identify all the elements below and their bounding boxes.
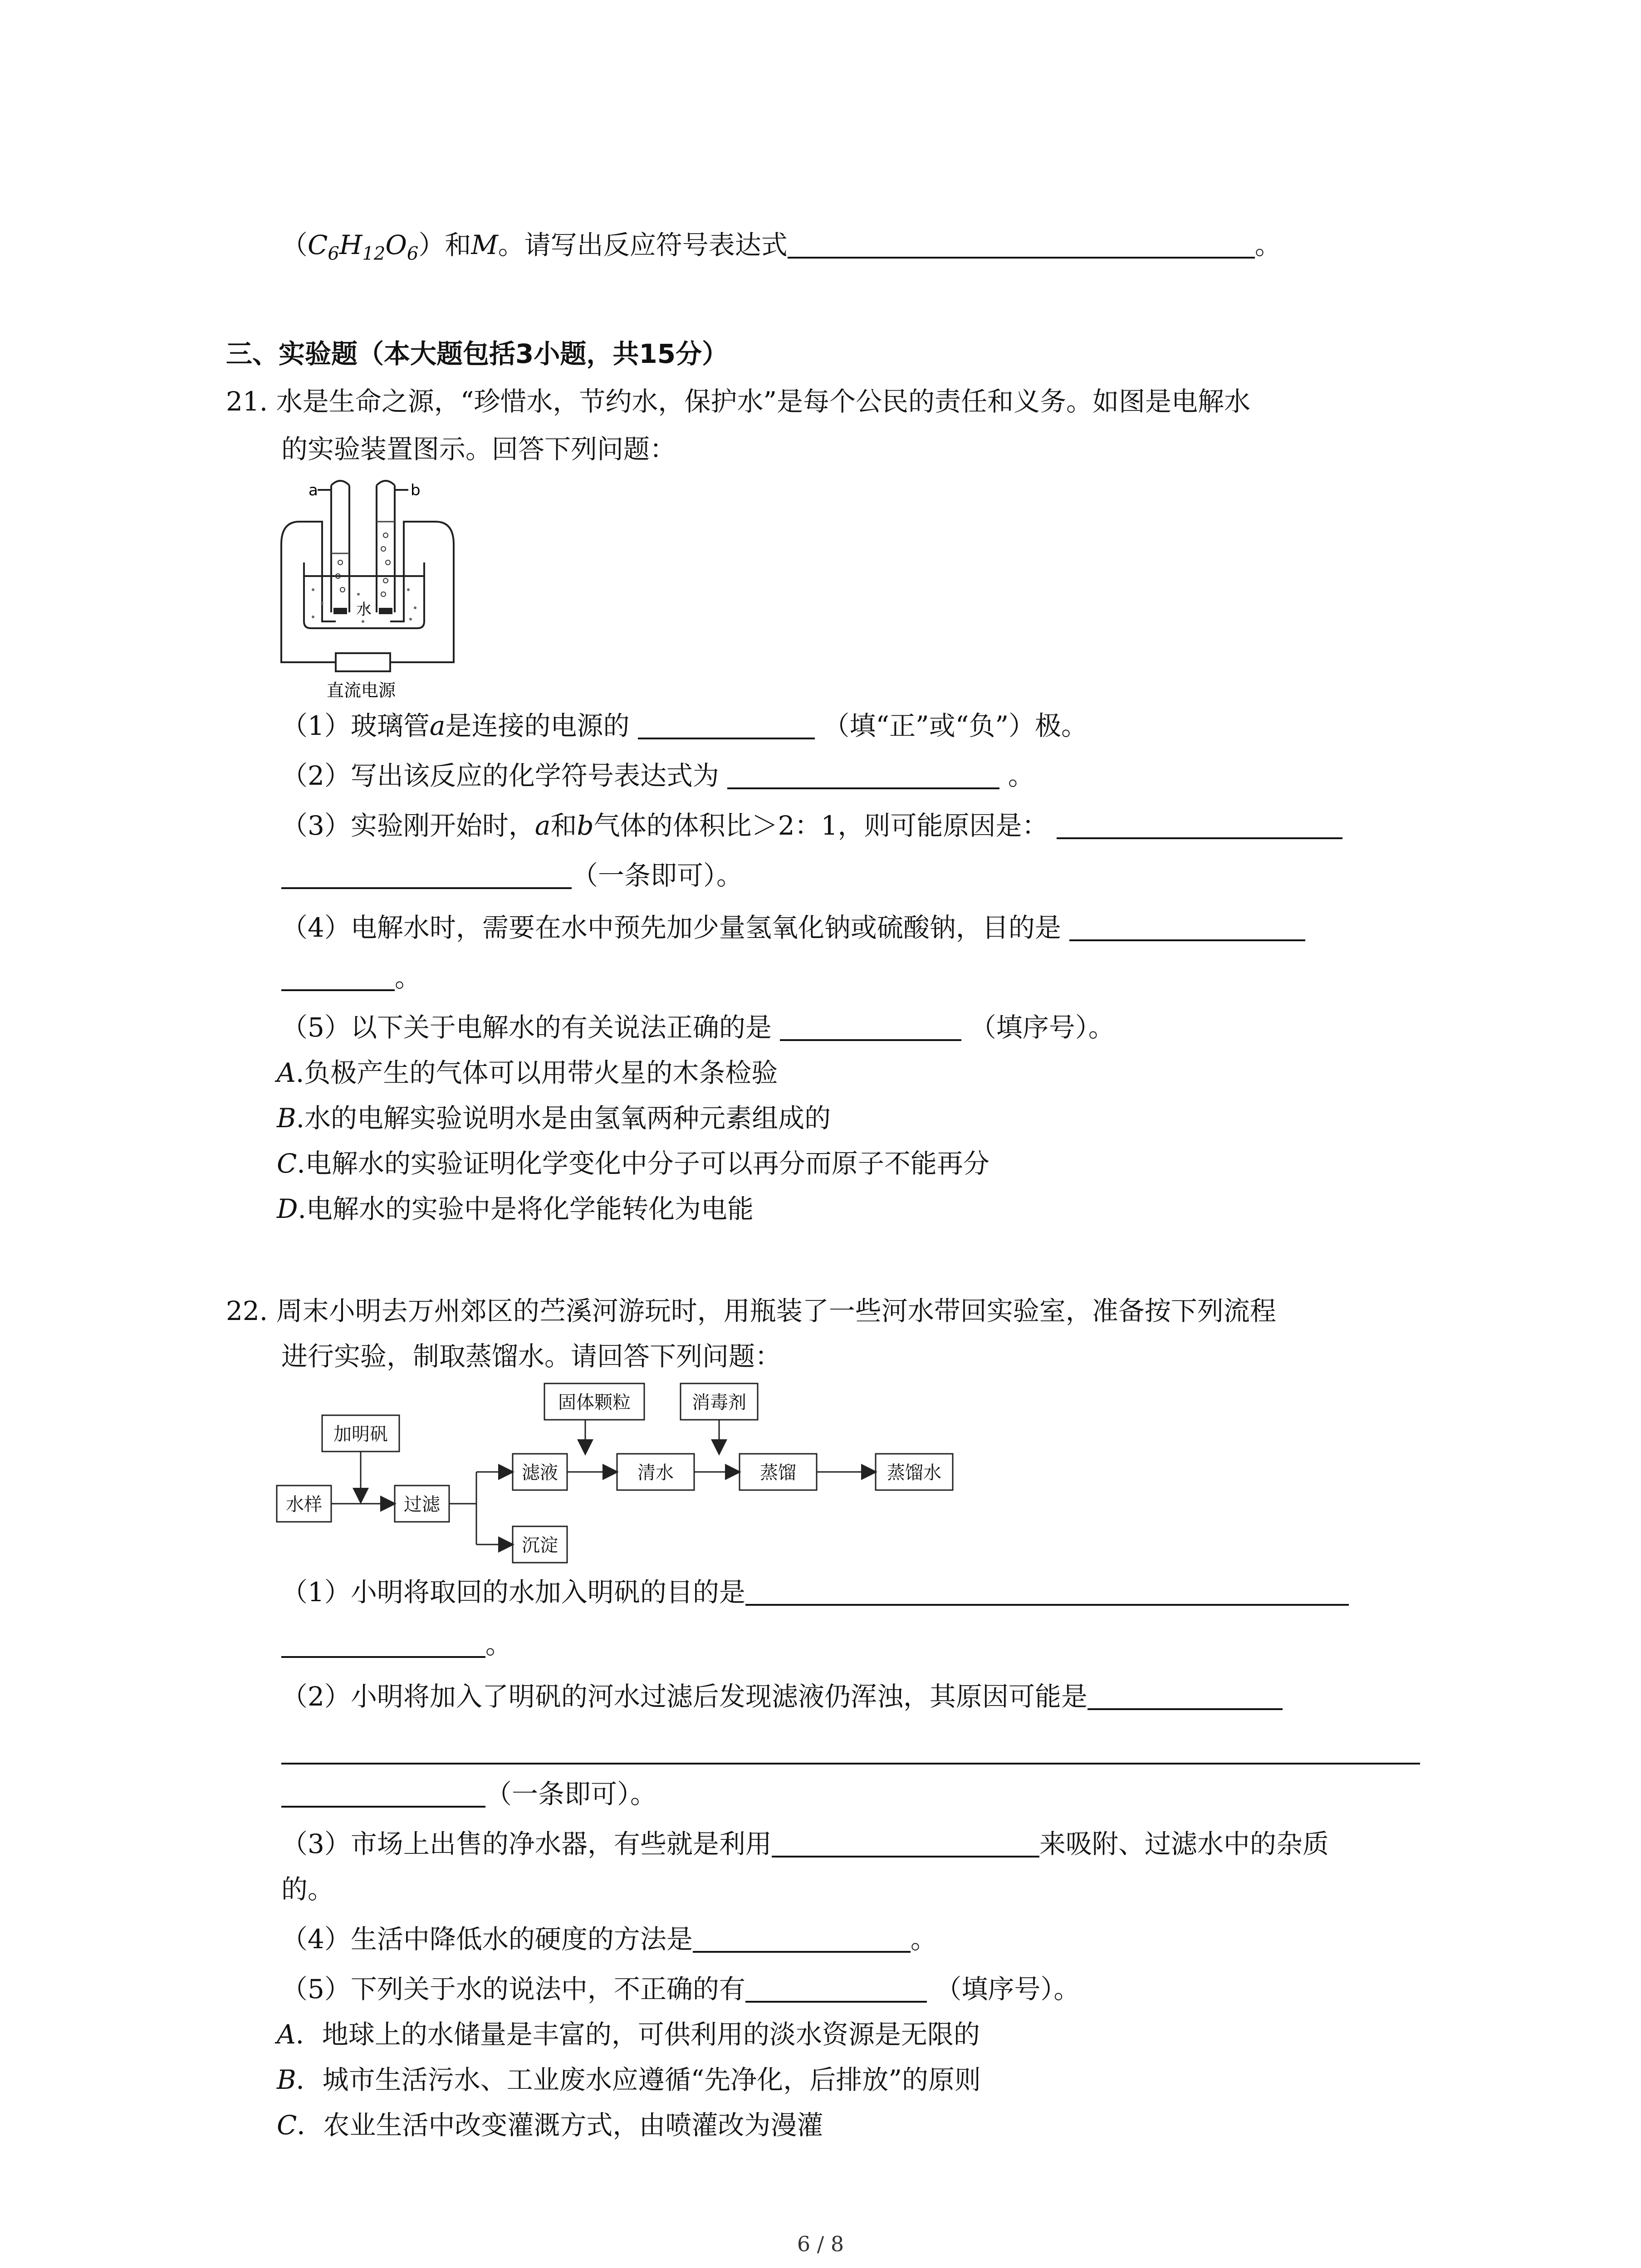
- var-a: a: [429, 710, 446, 741]
- flow-filtrate: 滤液: [522, 1462, 558, 1483]
- q22-p2-pre: （2）小明将加入了明矾的河水过滤后发现滤液仍浑浊，其原因可能是: [281, 1681, 1087, 1712]
- flow-disinfectant: 消毒剂: [692, 1392, 746, 1413]
- q22-option-b: [277, 2062, 981, 2098]
- q22-stem-1: 周末小明去万州郊区的苎溪河游玩时，用瓶装了一些河水带回实验室，准备按下列流程: [276, 1295, 1276, 1326]
- answer-blank-q21-3b[interactable]: [281, 860, 572, 889]
- q22-p4-pre: （4）生活中降低水的硬度的方法是: [281, 1924, 693, 1955]
- page-number: 6 / 8: [797, 2232, 844, 2256]
- text-and: 和: [445, 230, 471, 260]
- flow-distilled-water: 蒸馏水: [887, 1462, 941, 1483]
- q21-p4-end: 。: [395, 962, 421, 993]
- q22-part3: [281, 1826, 1329, 1862]
- var-b: b: [577, 810, 594, 841]
- q22-p1-pre: （1）小明将取回的水加入明矾的目的是: [281, 1577, 745, 1608]
- flow-add-alum: 加明矾: [333, 1424, 388, 1445]
- wire-right: [390, 522, 454, 662]
- q20-prompt: 。请写出反应符号表达式: [498, 230, 788, 260]
- electrode-b: [379, 608, 392, 614]
- water-purification-flow: [272, 1374, 962, 1569]
- electrolysis-figure: [272, 472, 463, 703]
- option-text: .负极产生的气体可以用带火星的木条检验: [295, 1057, 778, 1088]
- answer-blank-q22-1b[interactable]: [281, 1629, 485, 1658]
- flow-precipitate: 沉淀: [522, 1535, 558, 1556]
- section-title: 三、实验题（本大题包括3小题，共15分）: [226, 338, 729, 369]
- tube-a: [331, 481, 349, 612]
- q22-p2-end: （一条即可）。: [485, 1779, 657, 1809]
- option-key: A: [277, 2019, 296, 2050]
- wire-left: [281, 522, 336, 662]
- q22-p1-end: 。: [485, 1629, 512, 1660]
- q21-part2: [281, 758, 1034, 794]
- q21-option-c: [277, 1145, 989, 1182]
- electrode-a: [333, 608, 347, 614]
- q22-part5: [281, 1971, 1080, 2007]
- dc-power-source: [336, 653, 390, 671]
- answer-blank-q22-5[interactable]: [745, 1974, 927, 2003]
- var-m: M: [471, 230, 498, 260]
- answer-blank-q21-3a[interactable]: [1057, 810, 1342, 839]
- q21-stem-line2: 的实验装置图示。回答下列问题：: [281, 434, 676, 464]
- q21-p3-pre: （3）实验刚开始时，: [281, 810, 535, 841]
- answer-blank-q20[interactable]: [788, 230, 1255, 259]
- q22-option-a: [277, 2016, 980, 2053]
- answer-blank-q21-2[interactable]: [727, 760, 999, 789]
- q22-part2-cont2: [281, 1776, 656, 1812]
- label-b: b: [411, 481, 421, 499]
- option-key: B: [277, 2064, 296, 2095]
- q21-p1-end: （填“正”或“负”）极。: [823, 710, 1087, 741]
- flow-filter: 过滤: [404, 1494, 440, 1515]
- q22-p3-post: 来吸附、过滤水中的杂质: [1039, 1828, 1329, 1859]
- option-key: A: [277, 1057, 296, 1088]
- q21-p1-pre: （1）玻璃管: [281, 710, 430, 741]
- q22-part3-cont: 的。: [281, 1874, 334, 1905]
- answer-blank-q22-3[interactable]: [772, 1828, 1039, 1857]
- q22-p3-pre: （3）市场上出售的净水器，有些就是利用: [281, 1828, 772, 1859]
- q21-part4-cont: [281, 959, 421, 996]
- q21-p3-mid: 和: [550, 810, 577, 841]
- q21-stem-line1: [226, 383, 1250, 420]
- var-a: a: [534, 810, 551, 841]
- option-key: C: [277, 2110, 297, 2141]
- label-power: 直流电源: [327, 680, 396, 700]
- answer-blank-q21-4a[interactable]: [1069, 912, 1305, 941]
- q22-p5-end: （填序号）。: [935, 1974, 1080, 2004]
- q20-tail-line: [281, 227, 1281, 272]
- q22-part1-cont: [281, 1626, 512, 1662]
- q21-p5-pre: （5）以下关于电解水的有关说法正确的是: [281, 1012, 772, 1043]
- q22-part2: [281, 1678, 1283, 1715]
- q21-part4: [281, 909, 1305, 946]
- q22-p4-end: 。: [910, 1924, 937, 1955]
- option-key: D: [277, 1193, 298, 1224]
- q22-part1: [281, 1574, 1349, 1610]
- q21-number: 21.: [226, 386, 268, 417]
- q21-p3-post: 气体的体积比＞2：1，则可能原因是：: [593, 810, 1048, 841]
- flow-distill: 蒸馏: [760, 1462, 796, 1483]
- answer-blank-q22-4[interactable]: [693, 1924, 911, 1953]
- q21-option-b: [277, 1100, 831, 1136]
- q21-p3-end: （一条即可）。: [572, 860, 743, 891]
- option-key: C: [277, 1148, 297, 1179]
- paren-close: ）: [418, 230, 445, 260]
- q22-stem-line1: [226, 1293, 1276, 1329]
- option-text: ．地球上的水储量是丰富的，可供利用的淡水资源是无限的: [295, 2019, 980, 2050]
- flow-solid-particles: 固体颗粒: [558, 1392, 631, 1413]
- flow-clear-water: 清水: [637, 1462, 674, 1483]
- q21-p2-pre: （2）写出该反应的化学符号表达式为: [281, 760, 719, 791]
- option-text: ．农业生活中改变灌溉方式，由喷灌改为漫灌: [297, 2110, 823, 2141]
- q21-p5-end: （填序号）。: [970, 1012, 1115, 1043]
- answer-blank-q22-2b[interactable]: [281, 1735, 1420, 1765]
- label-a: a: [309, 481, 318, 499]
- q21-part1: [281, 708, 1087, 744]
- flow-water-sample: 水样: [286, 1494, 322, 1515]
- option-text: .水的电解实验说明水是由氢氧两种元素组成的: [296, 1103, 831, 1134]
- answer-blank-q21-4b[interactable]: [281, 962, 395, 991]
- answer-blank-q22-2c[interactable]: [281, 1779, 485, 1808]
- q22-number: 22.: [226, 1295, 268, 1326]
- q21-option-a: [277, 1055, 778, 1091]
- tube-b: [377, 481, 395, 612]
- answer-blank-q22-2a[interactable]: [1087, 1681, 1283, 1710]
- q21-part3-cont: [281, 857, 743, 894]
- q22-part4: [281, 1921, 937, 1957]
- q22-part2-cont: [281, 1733, 1420, 1769]
- q22-stem-line2: 进行实验，制取蒸馏水。请回答下列问题：: [281, 1341, 782, 1372]
- q21-part5: [281, 1009, 1115, 1046]
- option-text: .电解水的实验证明化学变化中分子可以再分而原子不能再分: [297, 1148, 989, 1179]
- q21-p4-pre: （4）电解水时，需要在水中预先加少量氢氧化钠或硫酸钠，目的是: [281, 912, 1061, 943]
- option-key: B: [277, 1103, 296, 1134]
- option-text: ．城市生活污水、工业废水应遵循“先净化，后排放”的原则: [296, 2064, 981, 2095]
- glucose-formula: $C_6H_{12}O_6$: [308, 230, 419, 264]
- paren-open: （: [281, 230, 308, 260]
- label-water: 水: [356, 601, 372, 619]
- answer-blank-q21-1[interactable]: [638, 710, 815, 739]
- q21-stem-1: 水是生命之源，“珍惜水，节约水，保护水”是每个公民的责任和义务。如图是电解水: [276, 386, 1250, 417]
- answer-blank-q22-1a[interactable]: [745, 1577, 1349, 1606]
- q22-p5-pre: （5）下列关于水的说法中，不正确的有: [281, 1974, 745, 2004]
- answer-blank-q21-5[interactable]: [780, 1012, 961, 1041]
- q21-part3: [281, 807, 1342, 844]
- q22-option-c: [277, 2107, 823, 2143]
- period: 。: [1254, 230, 1281, 260]
- q21-p1-post: 是连接的电源的: [445, 710, 630, 741]
- q21-p2-end: 。: [1008, 760, 1034, 791]
- option-text: .电解水的实验中是将化学能转化为电能: [298, 1193, 754, 1224]
- q21-option-d: [277, 1191, 754, 1227]
